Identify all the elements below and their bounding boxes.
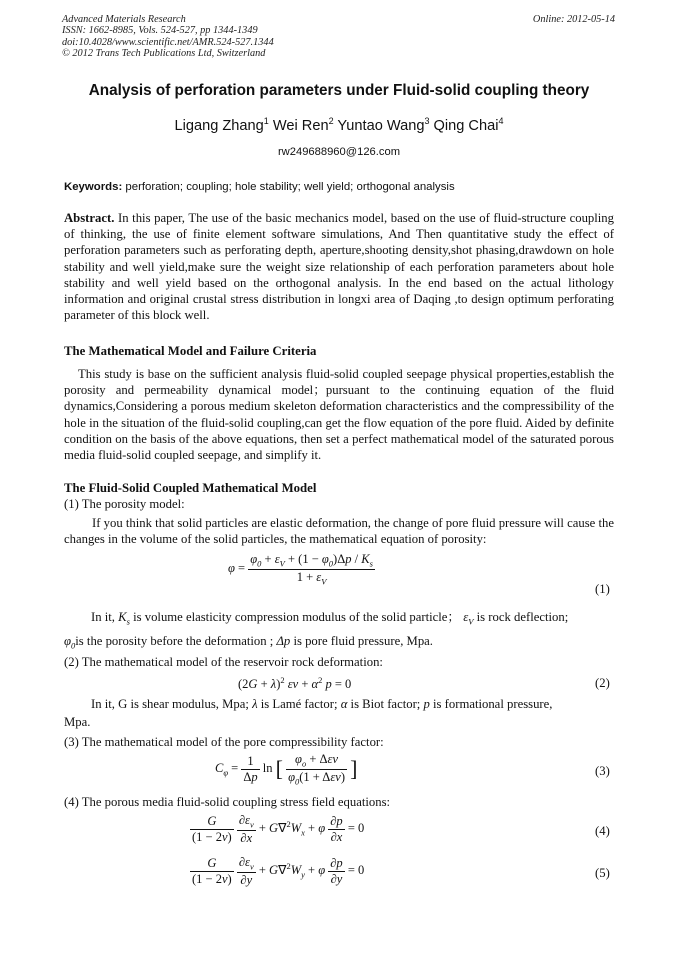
equation-number: (1) (595, 582, 610, 596)
author-name: Ligang Zhang (174, 118, 264, 134)
author-affiliation: 4 (498, 116, 504, 126)
desc-text: is rock deflection; (476, 610, 569, 624)
author-name: Wei Ren (272, 118, 329, 134)
desc-text: is pore fluid pressure, Mpa. (293, 634, 433, 648)
equation-description: In it, $K_s$ is volume elasticity compression modulus of the solid particle； $\varepsilon_V$ is rock deflection; (91, 610, 569, 627)
abstract (64, 210, 614, 323)
desc-text: is formational pressure, (433, 697, 553, 711)
author-email: rw249688960@126.com (277, 146, 401, 158)
online-date: Online: 2012-05-14 (532, 14, 615, 25)
desc-text: is Biot factor; (350, 697, 421, 711)
desc-text: is the porosity before the deformation ; (75, 634, 274, 648)
desc-text: is Lamé factor; (260, 697, 338, 711)
desc-text: In it, (91, 610, 115, 624)
model-item-2: (2) The mathematical model of the reservoir rock deformation: (64, 655, 383, 669)
section-heading: The Fluid-Solid Coupled Mathematical Model (64, 481, 317, 495)
equation-rock-deformation: $(2G + \lambda)^2$ $\varepsilon\nu + \alpha^2$ p = 0 (238, 675, 352, 692)
section-paragraph: This study is base on the sufficient analysis fluid-solid coupled seepage physical properties,establish the porosity and permeability dynamical model；pursuant to the continuing equation of the fluid dynamics,Considering a porous medium skeleton deformation characteristics and the compressibility of the hole in the situation of the fluid-solid coupling,can get the flow equation of the pore fluid. Aided by definite condition on the basis of the above equations, then set a perfect mathematical model of the saturated porous media fluid-solid coupled seepage, and simplify it. (64, 367, 614, 463)
author-affiliation: 1 (263, 116, 269, 126)
desc-text: In it, G is shear modulus, Mpa; (91, 697, 249, 711)
author-list (0, 116, 678, 134)
abstract-text: In this paper, The use of the basic mechanics model, based on the use of fluid-structure coupling of thinking, the use of finite element software simulations, And Then quantitative study the effect of perforation parameters such as perforating depth, aperture,shooting density,shot phasing,drawdown on hole stability and well yield,make sure the weight size relationship of each perforation parameters about hole stability and well yield based on the orthogonal analysis. In the end based on the actual lithology information and original crustal stress distribution in longxi area of Daqing ,to design optimum perforating parameter of this block well. (64, 211, 614, 323)
issn: ISSN: 1662-8985, Vols. 524-527, pp 1344-1349 (62, 25, 258, 37)
equation-number: (3) (595, 764, 610, 778)
desc-text: is volume elasticity compression modulus of the solid particle； (133, 610, 461, 624)
journal-name: Advanced Materials Research (62, 14, 186, 25)
section-heading: The Mathematical Model and Failure Criteria (64, 344, 317, 358)
doi: doi:10.4028/www.scientific.net/AMR.524-527.1344 (62, 36, 274, 48)
author-name: Qing Chai (433, 118, 499, 134)
equation-description: Mpa. (64, 715, 91, 729)
author-affiliation: 3 (424, 116, 430, 126)
keywords (64, 181, 455, 193)
journal-header (62, 14, 274, 59)
model-item-4: (4) The porous media fluid-solid coupling stress field equations: (64, 795, 391, 809)
model-item-3: (3) The mathematical model of the pore compressibility factor: (64, 735, 384, 749)
equation-porosity: φ = $\frac{\varphi_0 + \varepsilon_V + (1 - \varphi_0)\Delta p / K_s}{1 + \varepsilon_V}$ (228, 552, 373, 586)
copyright: © 2012 Trans Tech Publications Ltd, Switzerland (62, 47, 266, 59)
equation-compressibility: $C_\varphi$ = $\frac{1}{\Delta p}$ ln [ $\frac{\varphi_o + \Delta\varepsilon\nu}{\varphi_0(1 + \Delta\varepsilon\nu)}$ ] (215, 752, 358, 786)
keywords-label: Keywords: (64, 181, 123, 193)
equation-number: (4) (595, 824, 610, 838)
abstract-label: Abstract. (64, 211, 115, 225)
author-affiliation: 2 (328, 116, 334, 126)
model-item-1: (1) The porosity model: (64, 497, 185, 511)
equation-stress-y: $\frac{G}{(1 - 2\nu)}$ $\frac{\partial\varepsilon_v}{\partial y}$ + $G\nabla^2W_y + \varphi$ $\frac{\partial p}{\partial y}$ = 0 (192, 855, 365, 887)
equation-stress-x: $\frac{G}{(1 - 2\nu)}$ $\frac{\partial\varepsilon_v}{\partial x}$ + $G\nabla^2W_x + \varphi$ $\frac{\partial p}{\partial x}$ = 0 (192, 813, 365, 845)
equation-description: $\varphi_0is$ the porosity before the deformation ; Δp is pore fluid pressure, Mpa. (64, 634, 433, 651)
paper-title: Analysis of perforation parameters under Fluid-solid coupling theory (88, 82, 590, 99)
equation-description: In it, G is shear modulus, Mpa; λ is Lamé factor; α is Biot factor; p is formational pressure, (91, 697, 553, 711)
keywords-text: perforation; coupling; hole stability; well yield; orthogonal analysis (125, 181, 455, 193)
model-item-1-text: If you think that solid particles are elastic deformation, the change of pore fluid pressure will cause the changes in the volume of the solid particles, the mathematical equation of porosity: (64, 516, 614, 547)
equation-number: (2) (595, 676, 610, 690)
author-name: Yuntao Wang (337, 118, 425, 134)
equation-number: (5) (595, 866, 610, 880)
